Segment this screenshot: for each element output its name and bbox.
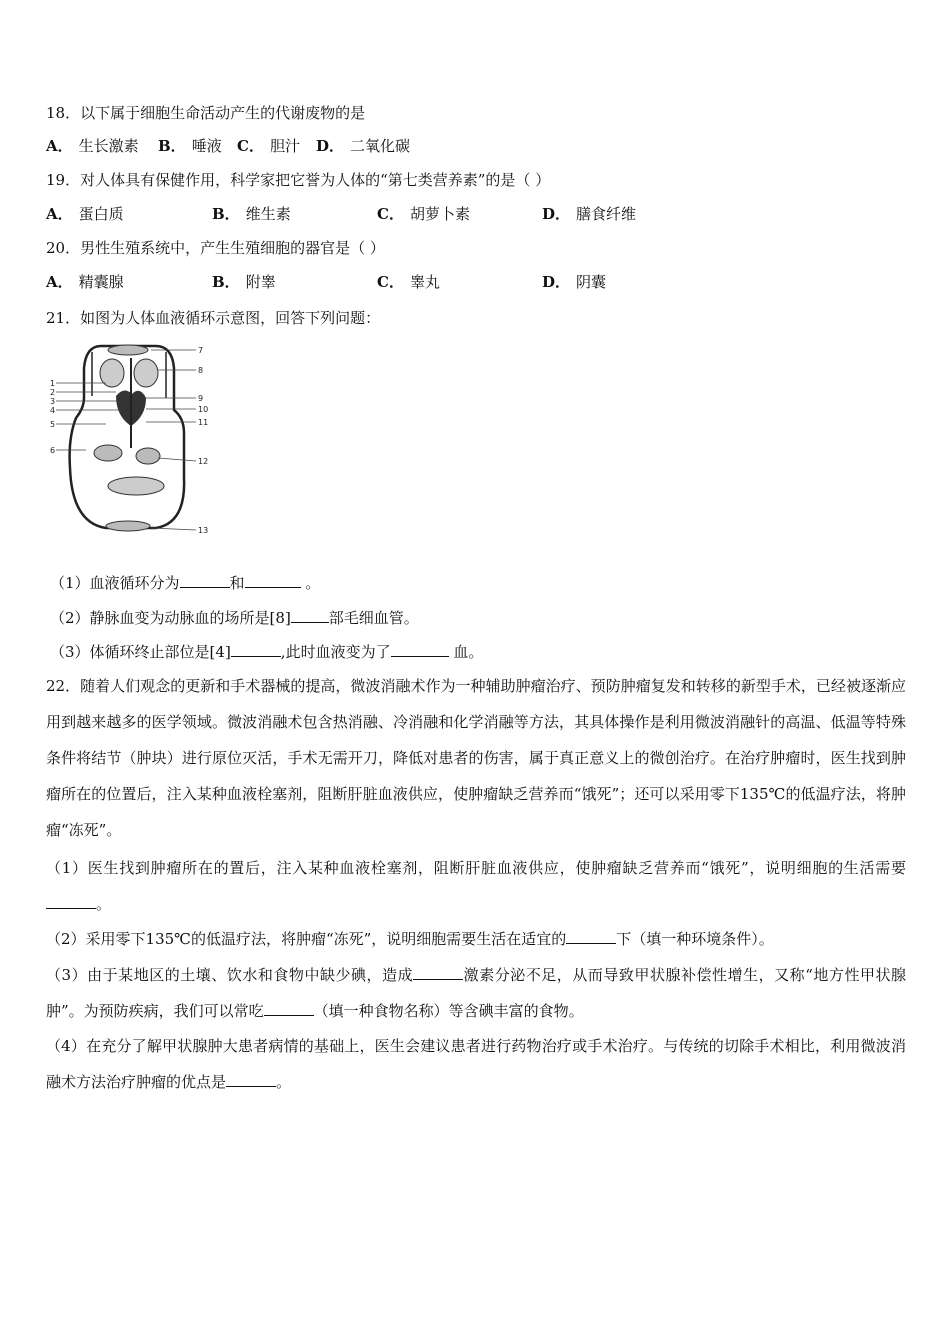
diagram-label: 11 bbox=[198, 418, 209, 427]
q21-sub2: （2）静脉血变为动脉血的场所是[8] 部毛细血管。 bbox=[50, 609, 419, 627]
answer-blank[interactable] bbox=[180, 573, 230, 588]
q22-sub3: （3）由于某地区的土壤、饮水和食物中缺少碘，造成 激素分泌不足，从而导致甲状腺补偿性增生，又称“地方性甲状腺肿”。为预防疾病，我们可以常吃 （填一种食物名称）等含碘丰富的食物。 bbox=[46, 966, 907, 1020]
diagram-label: 8 bbox=[198, 366, 204, 375]
q22-sub4: （4）在充分了解甲状腺肿大患者病情的基础上，医生会建议患者进行药物治疗或手术治疗。与传统的切除手术相比，利用微波消融术方法治疗肿瘤的优点是 。 bbox=[46, 1037, 906, 1091]
lower-body-capillary bbox=[106, 521, 150, 531]
liver-icon bbox=[94, 445, 122, 461]
diagram-label: 1 bbox=[50, 379, 56, 388]
answer-blank[interactable] bbox=[231, 642, 281, 657]
q21-sub1: （1）血液循环分为 和 。 bbox=[50, 574, 321, 592]
diagram-label: 13 bbox=[198, 526, 209, 535]
answer-blank[interactable] bbox=[46, 894, 96, 909]
answer-blank[interactable] bbox=[413, 965, 463, 980]
diagram-label: 3 bbox=[50, 397, 56, 406]
diagram-label: 4 bbox=[50, 406, 56, 415]
diagram-label: 6 bbox=[50, 446, 56, 455]
answer-blank[interactable] bbox=[226, 1072, 276, 1087]
q18-stem: 18．以下属于细胞生命活动产生的代谢废物的是 bbox=[46, 104, 366, 122]
right-lung-icon bbox=[134, 359, 158, 387]
intestine-icon bbox=[108, 477, 164, 495]
diagram-label: 9 bbox=[198, 394, 204, 403]
diagram-label: 2 bbox=[50, 388, 56, 397]
q18-option-b: B． 唾液 bbox=[158, 137, 222, 155]
q18-option-a: A． 生长激素 bbox=[46, 137, 139, 155]
q19-option-d: D． 膳食纤维 bbox=[542, 205, 637, 223]
q18-option-d: D． 二氧化碳 bbox=[316, 137, 411, 155]
q19-option-c: C． 胡萝卜素 bbox=[377, 205, 470, 223]
q22-sub1: （1）医生找到肿瘤所在的置后，注入某种血液栓塞剂，阻断肝脏血液供应，使肿瘤缺乏营养而“饿死”，说明细胞的生活需要。 bbox=[46, 859, 906, 913]
q19-option-b: B． 维生素 bbox=[212, 205, 291, 223]
diagram-label: 7 bbox=[198, 346, 204, 355]
answer-blank[interactable] bbox=[291, 608, 329, 623]
q22-sub2: （2）采用零下135℃的低温疗法，将肿瘤“冻死”，说明细胞需要生活在适宜的 下（填一种环境条件）。 bbox=[46, 930, 774, 948]
q20-option-d: D． 阴囊 bbox=[542, 273, 607, 291]
stomach-icon bbox=[136, 448, 160, 464]
q19-option-a: A． 蛋白质 bbox=[46, 205, 124, 223]
diagram-label: 12 bbox=[198, 457, 209, 466]
answer-blank[interactable] bbox=[566, 929, 616, 944]
diagram-label: 10 bbox=[198, 405, 209, 414]
answer-blank[interactable] bbox=[391, 642, 449, 657]
q20-option-c: C． 睾丸 bbox=[377, 273, 440, 291]
blood-circulation-diagram bbox=[46, 338, 216, 538]
q20-stem: 20．男性生殖系统中，产生生殖细胞的器官是（ ） bbox=[46, 239, 385, 257]
q18-option-c: C． 胆汁 bbox=[237, 137, 300, 155]
head-capillary bbox=[108, 345, 148, 355]
q22-passage: 22．随着人们观念的更新和手术器械的提高，微波消融术作为一种辅助肿瘤治疗、预防肿瘤复发和转移的新型手术，已经被逐渐应用到越来越多的医学领域。微波消融术包含热消融、冷消融和化学消融等方法，其具体操作是利用微波消融针的高温、低温等特殊条件将结节（肿块）进行原位灭活，手术无需开刀，降低对患者的伤害，属于真正意义上的微创治疗。在治疗肿瘤时，医生找到肿瘤所在的位置后，注入某种血液栓塞剂，阻断肝脏血液供应，使肿瘤缺乏营养而“饿死”；还可以采用零下135℃的低温疗法，将肿瘤“冻死”。 bbox=[46, 677, 906, 839]
q19-stem: 19．对人体具有保健作用，科学家把它誉为人体的“第七类营养素”的是（ ） bbox=[46, 171, 551, 189]
q20-option-b: B． 附睾 bbox=[212, 273, 276, 291]
q21-stem: 21．如图为人体血液循环示意图，回答下列问题： bbox=[46, 309, 381, 327]
q20-option-a: A． 精囊腺 bbox=[46, 273, 124, 291]
answer-blank[interactable] bbox=[245, 573, 301, 588]
circulation-loop bbox=[70, 346, 185, 528]
answer-blank[interactable] bbox=[264, 1001, 314, 1016]
q21-sub3: （3）体循环终止部位是[4] ,此时血液变为了 血。 bbox=[50, 643, 484, 661]
diagram-label: 5 bbox=[50, 420, 56, 429]
